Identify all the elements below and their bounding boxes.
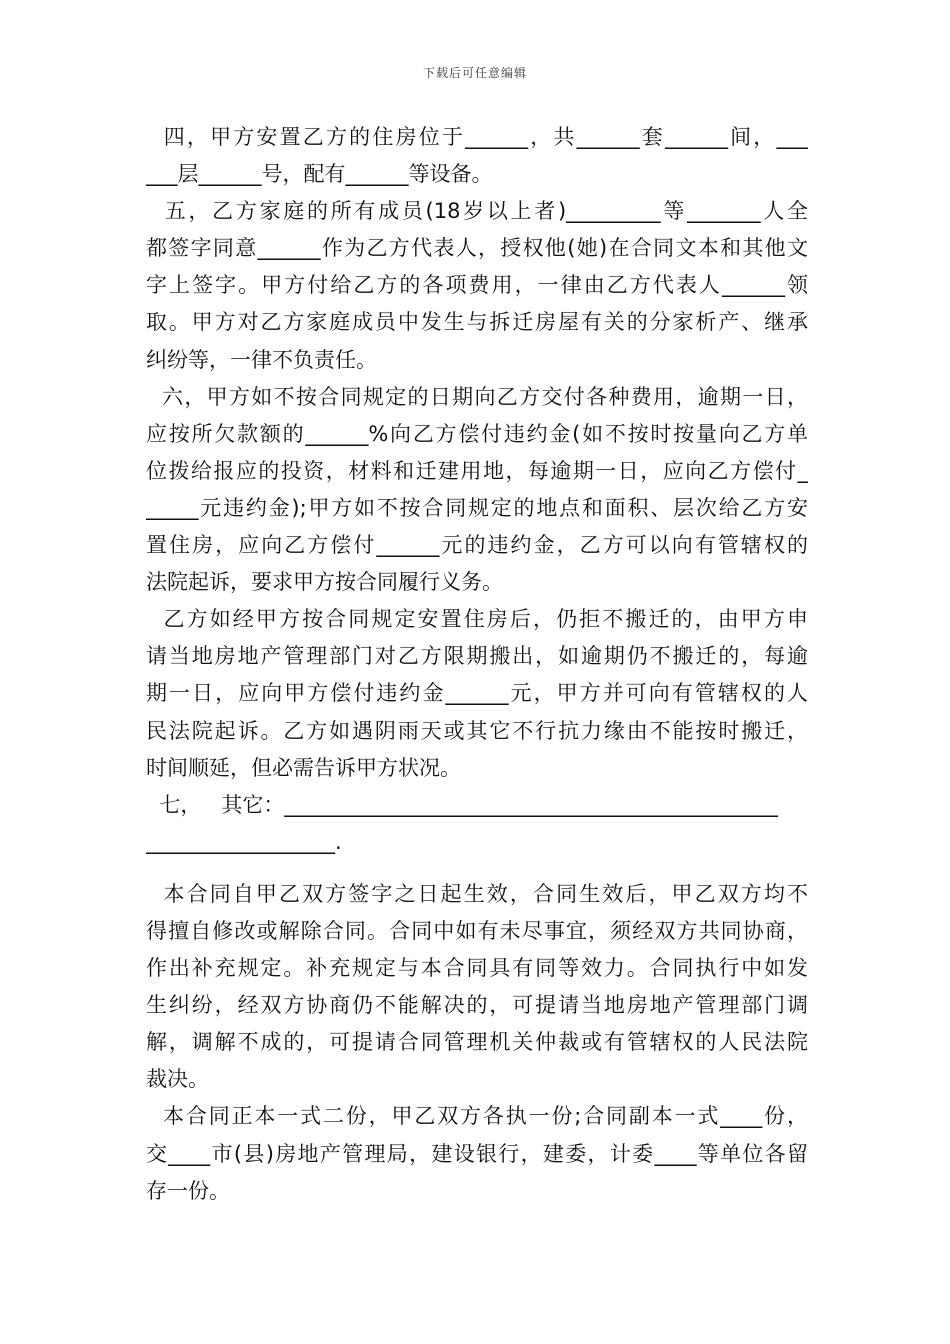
text-line: _____元违约金);甲方如不按合同规定的地点和面积、层次给乙方安	[146, 495, 808, 520]
text-line: 本合同正本一式二份，甲乙双方各执一份;合同副本一式____份，	[146, 1104, 808, 1129]
text-line: 解，调解不成的，可提请合同管理机关仲裁或有管辖权的人民法院	[146, 1030, 808, 1055]
text-line: 五，乙方家庭的所有成员(18岁以上者)_________等_______人全	[146, 199, 808, 224]
text-line: 应按所欠款额的______%向乙方偿付违约金(如不按时按量向乙方单	[146, 421, 808, 446]
text-line: 请当地房地产管理部门对乙方限期搬出，如逾期仍不搬迁的，每逾	[146, 644, 808, 669]
copies-clause	[146, 1098, 808, 1209]
paragraph-gap	[146, 861, 808, 876]
text-line: 六，甲方如不按合同规定的日期向乙方交付各种费用，逾期一日，	[146, 384, 808, 409]
clause-six-continued	[146, 601, 808, 786]
text-line: 作出补充规定。补充规定与本合同具有同等效力。合同执行中如发	[146, 956, 808, 981]
text-line: 都签字同意______作为乙方代表人，授权他(她)在合同文本和其他文	[146, 236, 808, 261]
text-line: 得擅自修改或解除合同。合同中如有未尽事宜，须经双方共同协商，	[146, 918, 808, 943]
text-line: 时间顺延，但必需告诉甲方状况。	[146, 755, 461, 780]
text-line: __________________.	[146, 829, 342, 854]
clause-four	[146, 119, 808, 193]
text-line: 七， 其它：_______________________________________________	[146, 792, 778, 817]
text-line: 字上签字。甲方付给乙方的各项费用，一律由乙方代表人______领	[146, 273, 808, 298]
text-line: 乙方如经甲方按合同规定安置住房后，仍拒不搬迁的，由甲方申	[146, 607, 808, 632]
text-line: 交____市(县)房地产管理局，建设银行，建委，计委____等单位各留	[146, 1141, 808, 1166]
document-body	[146, 119, 808, 1210]
text-line: 取。甲方对乙方家庭成员中发生与拆迁房屋有关的分家析产、继承	[146, 310, 808, 335]
text-line: 四，甲方安置乙方的住房位于______，共______套______间，___	[146, 125, 808, 149]
text-line: ___层______号，配有______等设备。	[146, 162, 493, 187]
text-line: 生纠纷，经双方协商仍不能解决的，可提请当地房地产管理部门调	[146, 993, 808, 1018]
text-line: 裁决。	[146, 1067, 209, 1092]
text-line: 期一日，应向甲方偿付违约金______元，甲方并可向有管辖权的人	[146, 681, 808, 706]
text-line: 民法院起诉。乙方如遇阴雨天或其它不行抗力缘由不能按时搬迁，	[146, 718, 808, 743]
clause-six	[146, 379, 808, 602]
clause-seven	[146, 787, 808, 861]
text-line: 法院起诉，要求甲方按合同履行义务。	[146, 570, 503, 595]
page-header: 下载后可任意编辑	[422, 66, 527, 80]
clause-five	[146, 193, 808, 378]
text-line: 纠纷等，一律不负责任。	[146, 347, 377, 372]
text-line: 位拨给报应的投资，材料和迁建用地，每逾期一日，应向乙方偿付_	[146, 458, 808, 483]
effectiveness-clause	[146, 876, 808, 1099]
text-line: 置住房，应向乙方偿付______元的违约金，乙方可以向有管辖权的	[146, 533, 808, 558]
text-line: 本合同自甲乙双方签字之日起生效，合同生效后，甲乙双方均不	[146, 881, 808, 906]
text-line: 存一份。	[146, 1178, 230, 1203]
